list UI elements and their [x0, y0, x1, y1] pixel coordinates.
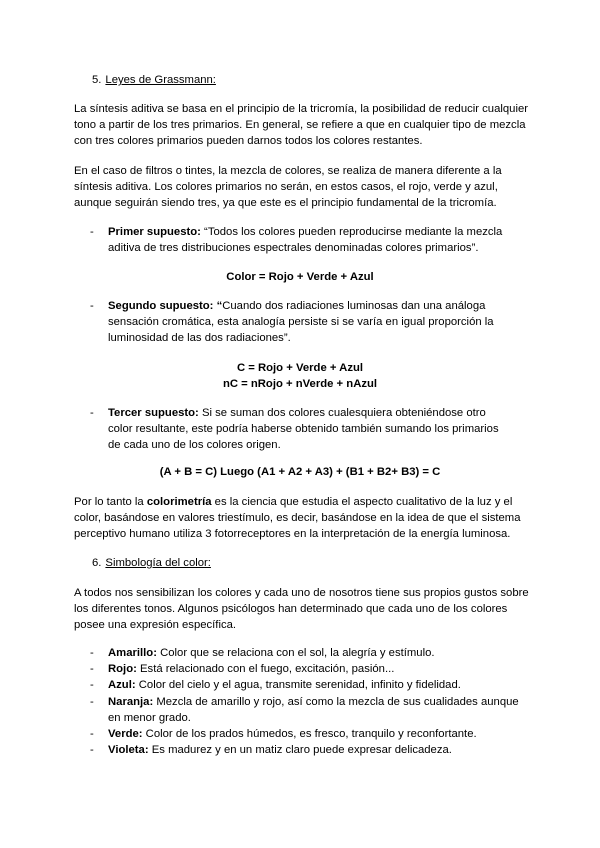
section-number: 5.: [92, 74, 102, 86]
color-label: Naranja:: [108, 695, 154, 708]
formula-color: Color = Rojo + Verde + Azul: [226, 271, 374, 283]
section-heading-grassmann: [92, 72, 216, 88]
bullet-dash: -: [90, 695, 94, 708]
color-label: Rojo:: [108, 663, 137, 676]
colorimetry-text-after: es la ciencia que estudia el aspecto cualitativo de la luz y el color, basándose en valores triestímulo, es decir, basándose en la idea de que el sistema perceptivo humano utiliza 3 fotorreceptores en la interpretación de la energía luminosa.: [74, 496, 521, 541]
bullet-dash: -: [90, 300, 94, 312]
color-meaning: Está relacionado con el fuego, excitación, pasión...: [136, 663, 395, 676]
bullet-dash: -: [90, 647, 94, 659]
color-meaning: Es madurez y en un matiz claro puede expresar delicadeza.: [148, 744, 452, 757]
bullet-dash: -: [90, 663, 94, 676]
paragraph-symbology: A todos nos sensibilizan los colores y cada uno de nosotros tiene sus propios gustos sobre los diferentes tonos. Algunos psicólogos han determinado que cada uno de los colores posee una expresión específica.: [74, 587, 529, 632]
colorimetry-term: colorimetría: [146, 496, 212, 508]
bullet-dash: -: [90, 679, 94, 692]
list-item-first-assumption: [90, 224, 510, 256]
bullet-text: “Todos los colores pueden reproducirse mediante la mezcla aditiva de tres distribuciones espectrales denominadas colores primarios”.: [108, 226, 503, 255]
bullet-dash: -: [90, 226, 94, 238]
formula-nc: nC = nRojo + nVerde + nAzul: [222, 378, 378, 390]
paragraph-additive-synthesis: La síntesis aditiva se basa en el principio de la tricromía, la posibilidad de reducir cualquier tono a partir de los tres primarios. En general, se refiere a que en cualquier tipo de mezcla con tres colores primarios pueden darnos todos los colores restantes.: [74, 103, 529, 148]
section-title: Simbología del color:: [105, 557, 211, 569]
color-meaning: Color del cielo y el agua, transmite serenidad, infinito y fidelidad.: [135, 679, 461, 692]
list-item-azul: [90, 677, 520, 693]
section-number: 6.: [92, 557, 102, 569]
bullet-dash: -: [90, 407, 94, 419]
list-item-naranja: [90, 694, 520, 726]
bullet-text: Cuando dos radiaciones luminosas dan una análoga sensación cromática, esta analogía persiste si se varía en igual proporción la luminosidad de las dos radiaciones”.: [108, 300, 494, 345]
color-label: Azul:: [108, 679, 136, 692]
list-item-amarillo: [90, 645, 520, 661]
formula-c: C = Rojo + Verde + Azul: [236, 362, 364, 374]
bullet-dash: -: [90, 728, 94, 741]
color-label: Verde:: [108, 728, 143, 741]
color-label: Amarillo:: [108, 647, 157, 659]
section-title: Leyes de Grassmann:: [105, 74, 216, 86]
list-item-second-assumption: [90, 298, 510, 347]
list-item-third-assumption: [90, 405, 510, 454]
list-item-verde: [90, 726, 520, 742]
color-meaning: Mezcla de amarillo y rojo, así como la mezcla de sus cualidades aunque en menor grado.: [108, 695, 519, 724]
color-meaning: Color que se relaciona con el sol, la alegría y estímulo.: [156, 647, 435, 659]
bullet-label: Primer supuesto:: [108, 226, 201, 238]
bullet-label: Tercer supuesto:: [108, 407, 199, 419]
paragraph-filters: En el caso de filtros o tintes, la mezcla de colores, se realiza de manera diferente a la síntesis aditiva. Los colores primarios no serán, en estos casos, el rojo, verde y azul, aunque seguirán siendo tres, ya que este es el principio fundamental de la tricromía.: [74, 165, 502, 210]
colorimetry-text-before: Por lo tanto la: [74, 496, 147, 508]
bullet-dash: -: [90, 744, 94, 757]
bullet-text: Si se suman dos colores cualesquiera obteniéndose otro color resultante, este podría haberse obtenido también sumando los primarios de cada uno de los colores origen.: [108, 407, 499, 452]
section-heading-symbology: [92, 555, 211, 571]
formula-sum: (A + B = C) Luego (A1 + A2 + A3) + (B1 + B2+ B3) = C: [159, 466, 441, 478]
list-item-violeta: [90, 742, 520, 758]
list-item-rojo: [90, 661, 520, 677]
paragraph-colorimetry: [74, 494, 534, 543]
color-symbology-list: [90, 645, 520, 758]
color-label: Violeta:: [108, 744, 149, 757]
bullet-label: Segundo supuesto: “: [108, 300, 223, 312]
color-meaning: Color de los prados húmedos, es fresco, tranquilo y reconfortante.: [142, 728, 477, 741]
